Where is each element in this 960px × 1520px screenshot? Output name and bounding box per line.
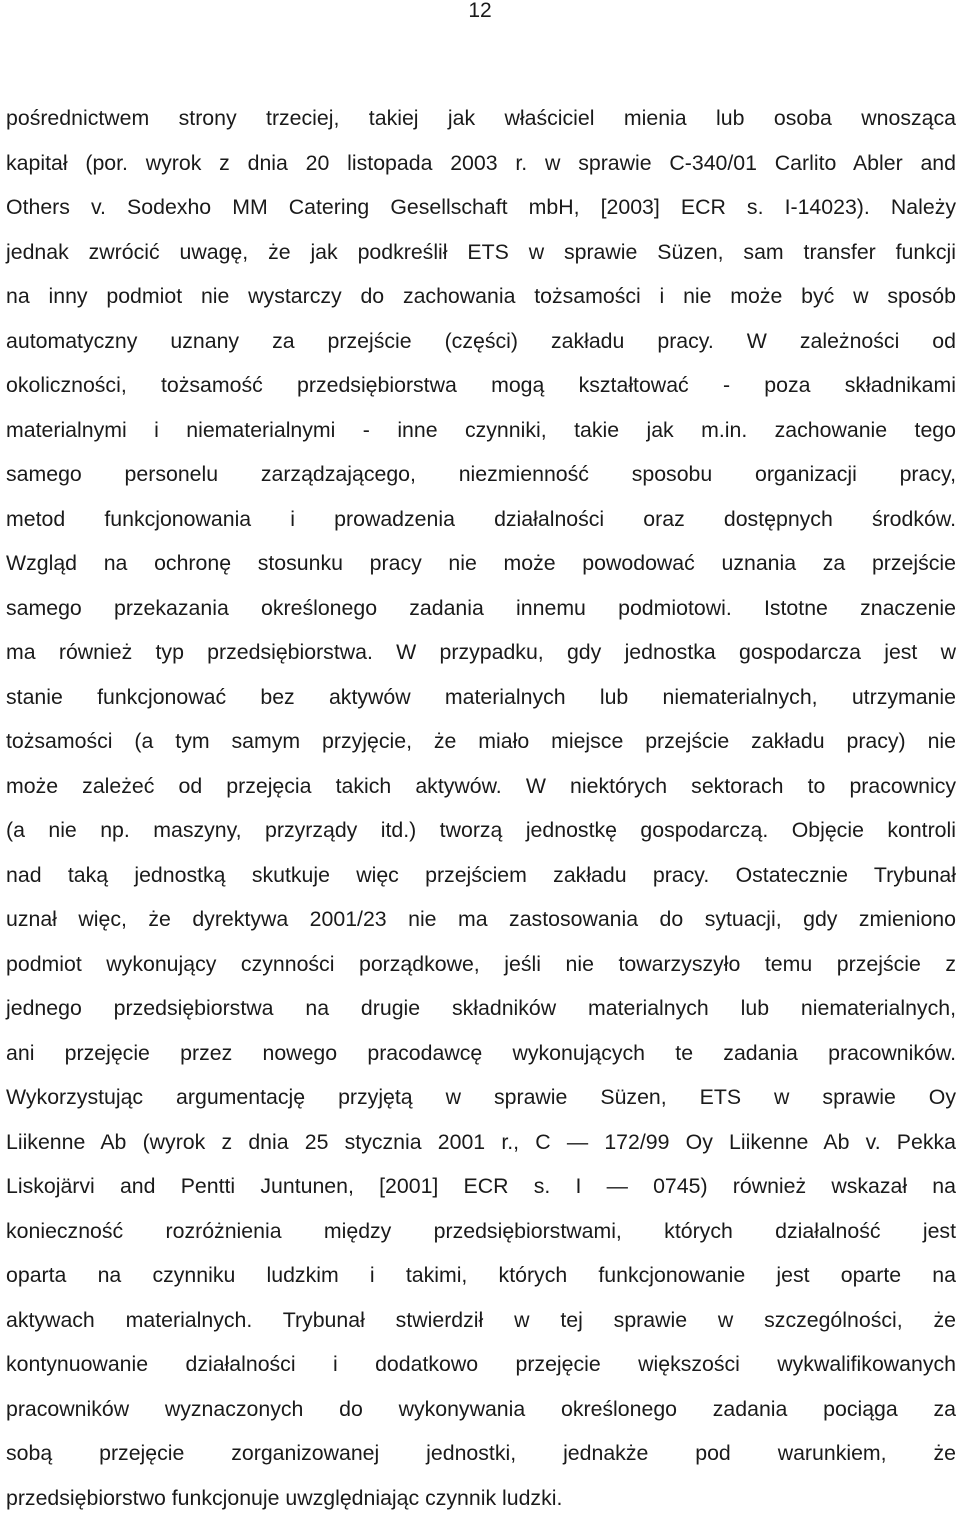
text-line: nad taką jednostką skutkuje więc przejściem zakładu pracy. Ostatecznie Trybunał xyxy=(6,853,956,898)
text-line: pracowników wyznaczonych do wykonywania określonego zadania pociąga za xyxy=(6,1387,956,1432)
text-line: Liikenne Ab (wyrok z dnia 25 stycznia 2001 r., C — 172/99 Oy Liikenne Ab v. Pekka xyxy=(6,1120,956,1165)
text-line: automatyczny uznany za przejście (części) zakładu pracy. W zależności od xyxy=(6,319,956,364)
text-line: materialnymi i niematerialnymi - inne czynniki, takie jak m.in. zachowanie tego xyxy=(6,408,956,453)
body-paragraph xyxy=(6,96,956,1520)
text-line: samego przekazania określonego zadania innemu podmiotowi. Istotne znaczenie xyxy=(6,586,956,631)
text-line: może zależeć od przejęcia takich aktywów. W niektórych sektorach to pracownicy xyxy=(6,764,956,809)
text-line: samego personelu zarządzającego, niezmienność sposobu organizacji pracy, xyxy=(6,452,956,497)
text-line: Wzgląd na ochronę stosunku pracy nie może powodować uznania za przejście xyxy=(6,541,956,586)
text-line: Others v. Sodexho MM Catering Gesellschaft mbH, [2003] ECR s. I-14023). Należy xyxy=(6,185,956,230)
text-line: pośrednictwem strony trzeciej, takiej jak właściciel mienia lub osoba wnosząca xyxy=(6,96,956,141)
text-line: kapitał (por. wyrok z dnia 20 listopada 2003 r. w sprawie C-340/01 Carlito Abler and xyxy=(6,141,956,186)
text-line: Liskojärvi and Pentti Juntunen, [2001] ECR s. I — 0745) również wskazał na xyxy=(6,1164,956,1209)
text-line: Wykorzystując argumentację przyjętą w sprawie Süzen, ETS w sprawie Oy xyxy=(6,1075,956,1120)
text-line: sobą przejęcie zorganizowanej jednostki, jednakże pod warunkiem, że xyxy=(6,1431,956,1476)
text-line: konieczność rozróżnienia między przedsiębiorstwami, których działalność jest xyxy=(6,1209,956,1254)
text-line: stanie funkcjonować bez aktywów materialnych lub niematerialnych, utrzymanie xyxy=(6,675,956,720)
text-line: podmiot wykonujący czynności porządkowe, jeśli nie towarzyszyło temu przejście z xyxy=(6,942,956,987)
text-line: aktywach materialnych. Trybunał stwierdził w tej sprawie w szczególności, że xyxy=(6,1298,956,1343)
text-line: okoliczności, tożsamość przedsiębiorstwa mogą kształtować - poza składnikami xyxy=(6,363,956,408)
text-line: przedsiębiorstwo funkcjonuje uwzględniając czynnik ludzki. xyxy=(6,1476,956,1520)
text-line: na inny podmiot nie wystarczy do zachowania tożsamości i nie może być w sposób xyxy=(6,274,956,319)
page-number: 12 xyxy=(0,0,960,24)
text-line: jednego przedsiębiorstwa na drugie składników materialnych lub niematerialnych, xyxy=(6,986,956,1031)
text-line: metod funkcjonowania i prowadzenia działalności oraz dostępnych środków. xyxy=(6,497,956,542)
text-line: ani przejęcie przez nowego pracodawcę wykonujących te zadania pracowników. xyxy=(6,1031,956,1076)
text-line: kontynuowanie działalności i dodatkowo przejęcie większości wykwalifikowanych xyxy=(6,1342,956,1387)
text-line: oparta na czynniku ludzkim i takimi, których funkcjonowanie jest oparte na xyxy=(6,1253,956,1298)
text-line: tożsamości (a tym samym przyjęcie, że miało miejsce przejście zakładu pracy) nie xyxy=(6,719,956,764)
text-line: jednak zwrócić uwagę, że jak podkreślił ETS w sprawie Süzen, sam transfer funkcji xyxy=(6,230,956,275)
text-line: ma również typ przedsiębiorstwa. W przypadku, gdy jednostka gospodarcza jest w xyxy=(6,630,956,675)
text-line: uznał więc, że dyrektywa 2001/23 nie ma zastosowania do sytuacji, gdy zmieniono xyxy=(6,897,956,942)
text-line: (a nie np. maszyny, przyrządy itd.) tworzą jednostkę gospodarczą. Objęcie kontroli xyxy=(6,808,956,853)
